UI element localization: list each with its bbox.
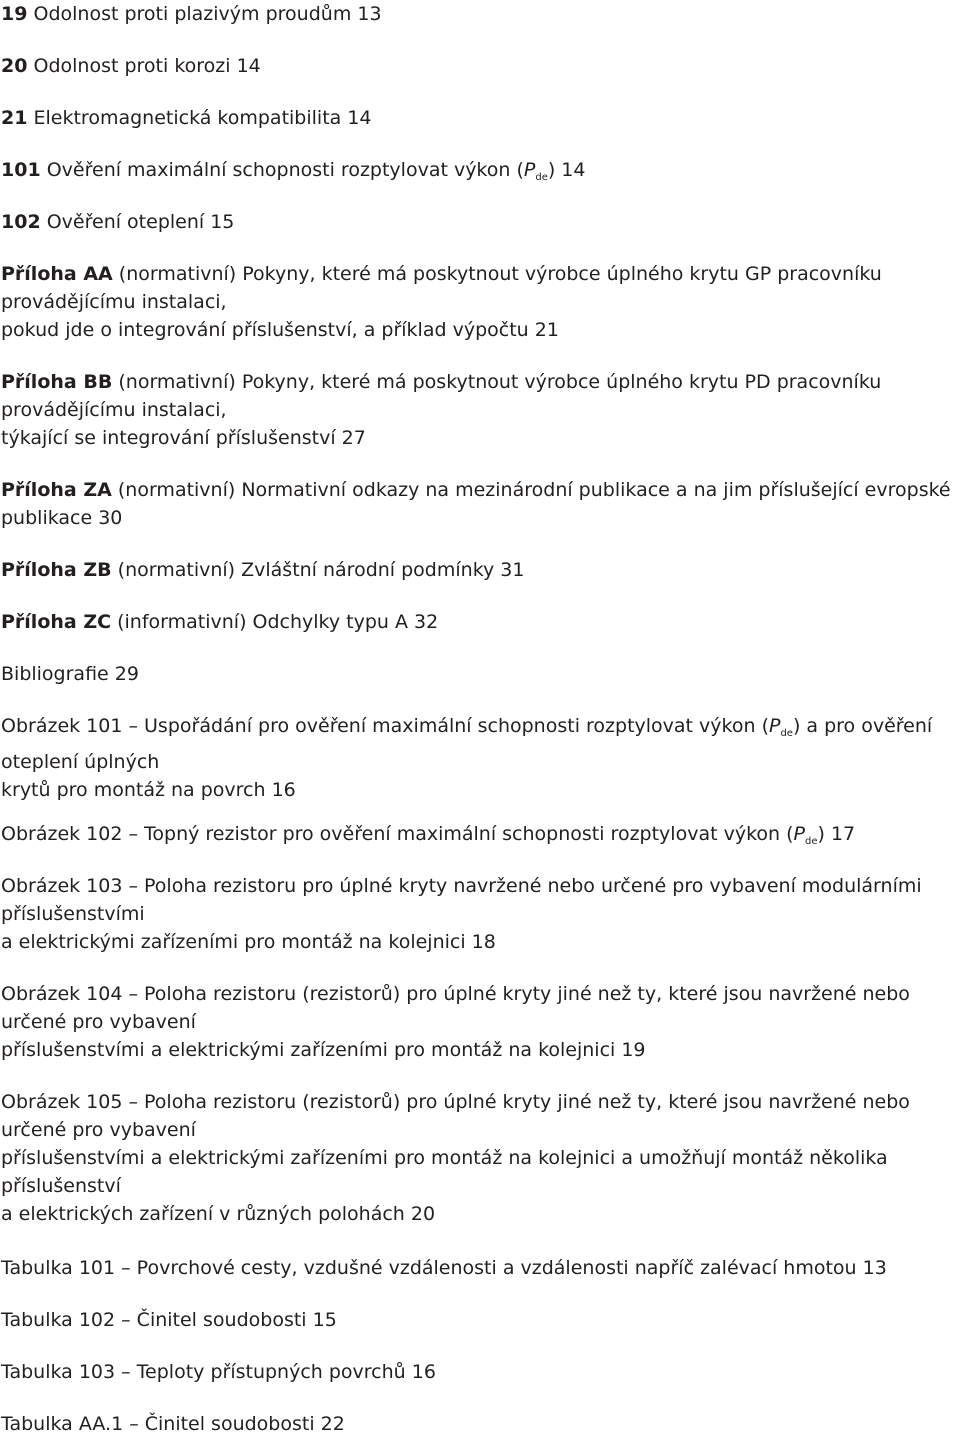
annex-label: Příloha ZB [1,559,112,581]
annex-title-line-1: (normativní) Pokyny, které má poskytnout výrobce úplného krytu GP pracovníku [118,263,882,285]
entry-title: Ověření oteplení 15 [46,211,235,233]
toc-bibliography [1,660,959,688]
figure-title: Obrázek 102 – Topný rezistor pro ověření maximální schopnosti rozptylovat výkon ( [1,823,794,845]
figure-entry-104 [1,980,959,1064]
variable-p: P [768,715,781,737]
figure-entry-105 [1,1088,959,1228]
table-title: Tabulka AA.1 – Činitel soudobosti 22 [1,1413,345,1435]
annex-label: Příloha ZC [1,611,112,633]
annex-title-line-1: (normativní) Normativní odkazy na mezinárodní publikace a na jim příslušející evropské [117,479,951,501]
annex-title-line-3: pokud jde o integrování příslušenství, a příklad výpočtu 21 [1,319,559,341]
figure-title-line-1: Obrázek 103 – Poloha rezistoru pro úplné kryty navržené nebo určené pro vybavení modulárními [1,875,922,897]
figure-title-line-2: oteplení úplných [1,751,160,773]
annex-title-line-2: provádějícímu instalaci, [1,291,227,313]
figure-entry-102 [1,820,959,856]
entry-title: Ověření maximální schopnosti rozptylovat výkon ( [46,159,524,181]
annex-title: (normativní) Zvláštní národní podmínky 31 [117,559,525,581]
subscript-de: de [535,172,548,183]
toc-entry-101 [1,156,959,192]
subscript-de: de [805,836,818,847]
toc-annex-za [1,476,959,532]
table-title: Tabulka 102 – Činitel soudobosti 15 [1,1309,337,1331]
figure-title-line-1-end: ) a pro ověření [792,715,933,737]
clause-number: 21 [1,107,28,129]
entry-title-end: ) 14 [547,159,586,181]
annex-label: Příloha BB [1,371,113,393]
table-entry-103 [1,1358,959,1386]
toc-annex-bb [1,368,959,452]
annex-title-line-2: provádějícímu instalaci, [1,399,227,421]
toc-entry-102 [1,208,959,236]
figure-title-line-4: příslušenství [1,1175,121,1197]
bibliography-title: Bibliografie 29 [1,663,139,685]
figure-title-end: ) 17 [817,823,856,845]
clause-number: 19 [1,3,28,25]
toc-annex-aa [1,260,959,344]
clause-number: 102 [1,211,41,233]
annex-title-line-2: publikace 30 [1,507,123,529]
entry-title: Odolnost proti plazivým proudům 13 [33,3,382,25]
annex-label: Příloha ZA [1,479,112,501]
variable-p: P [793,823,805,845]
figure-title-line-3: a elektrickými zařízeními pro montáž na kolejnici 18 [1,931,496,953]
toc-annex-zc [1,608,959,636]
table-title: Tabulka 103 – Teploty přístupných povrchů 16 [1,1361,436,1383]
entry-title: Odolnost proti korozi 14 [33,55,261,77]
table-entry-102 [1,1306,959,1334]
toc-entry-19 [1,0,959,28]
figure-title-line-1: Obrázek 104 – Poloha rezistoru (rezistorů) pro úplné kryty jiné než ty, které jsou navržené nebo [1,983,910,1005]
figure-entry-101 [1,712,959,804]
toc-annex-zb [1,556,959,584]
toc-entry-20 [1,52,959,80]
figure-title-line-2: příslušenstvími [1,903,145,925]
subscript-de: de [780,728,793,739]
table-entry-101 [1,1254,959,1282]
figure-title-line-5: a elektrických zařízení v různých polohách 20 [1,1203,436,1225]
toc-entry-21 [1,104,959,132]
entry-title: Elektromagnetická kompatibilita 14 [33,107,372,129]
figure-title-line-2: určené pro vybavení [1,1119,196,1141]
figure-title-line-1: Obrázek 105 – Poloha rezistoru (rezistorů) pro úplné kryty jiné než ty, které jsou navržené nebo [1,1091,910,1113]
annex-title-line-3: týkající se integrování příslušenství 27 [1,427,366,449]
variable-p: P [523,159,536,181]
figure-title-line-3: krytů pro montáž na povrch 16 [1,779,296,801]
annex-title-line-1: (normativní) Pokyny, které má poskytnout výrobce úplného krytu PD pracovníku [118,371,882,393]
figure-entry-103 [1,872,959,956]
figure-title-line-3: příslušenstvími a elektrickými zařízeními pro montáž na kolejnici a umožňují montáž několika [1,1147,888,1169]
clause-number: 20 [1,55,28,77]
figure-title-line-2: určené pro vybavení [1,1011,196,1033]
annex-label: Příloha AA [1,263,113,285]
annex-title: (informativní) Odchylky typu A 32 [117,611,439,633]
figure-title-line-3: příslušenstvími a elektrickými zařízeními pro montáž na kolejnici 19 [1,1039,646,1061]
figure-title-line-1: Obrázek 101 – Uspořádání pro ověření maximální schopnosti rozptylovat výkon ( [1,715,769,737]
table-title: Tabulka 101 – Povrchové cesty, vzdušné vzdálenosti a vzdálenosti napříč zalévací hmotou 13 [1,1257,887,1279]
clause-number: 101 [1,159,41,181]
